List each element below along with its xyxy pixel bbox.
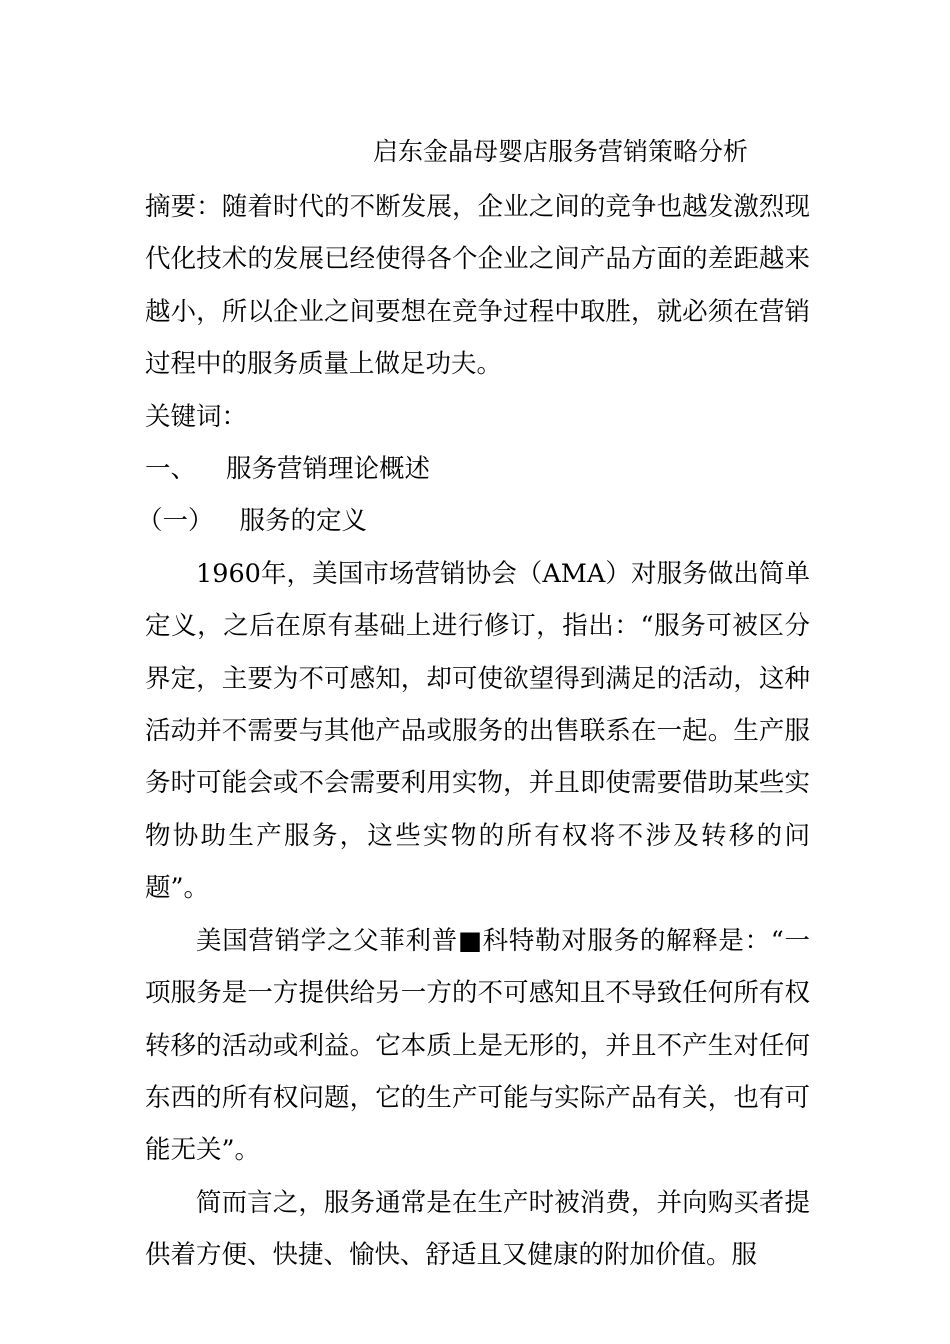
section-number: 一、 — [145, 454, 197, 485]
abstract-paragraph: 摘要：随着时代的不断发展，企业之间的竞争也越发激烈现代化技术的发展已经使得各个企业之间产品方面的差距越来越小，所以企业之间要想在竞争过程中取胜，就必须在营销过程中的服务质量上做足功夫。 — [145, 192, 810, 380]
keywords-line: 关键词： — [145, 401, 248, 432]
body-paragraph: 1960年，美国市场营销协会（AMA）对服务做出简单定义，之后在原有基础上进行修订，指出：“服务可被区分界定，主要为不可感知，却可使欲望得到满足的活动，这种活动并不需要与其他产品或服务的出售联系在一起。生产服务时可能会或不会需要利用实物，并且即使需要借助某些实物协助生产服务，这些实物的所有权将不涉及转移的问题”。 — [145, 558, 810, 904]
section-heading — [145, 443, 810, 495]
subsection-number: （一） — [137, 506, 214, 537]
subsection-title: 服务的定义 — [239, 506, 368, 537]
document-title: 启东金晶母婴店服务营销策略分析 — [373, 137, 749, 166]
subsection-heading — [137, 495, 810, 547]
body-paragraph: 简而言之，服务通常是在生产时被消费，并向购买者提供着方便、快捷、愉快、舒适且又健康的附加价值。服 — [145, 1187, 810, 1271]
document-body — [137, 181, 810, 1282]
section-title: 服务营销理论概述 — [226, 454, 431, 485]
body-paragraph: 美国营销学之父菲利普■科特勒对服务的解释是：“一项服务是一方提供给另一方的不可感知且不导致任何所有权转移的活动或利益。它本质上是无形的，并且不产生对任何东西的所有权问题，它的生产可能与实际产品有关，也有可能无关”。 — [145, 925, 810, 1166]
